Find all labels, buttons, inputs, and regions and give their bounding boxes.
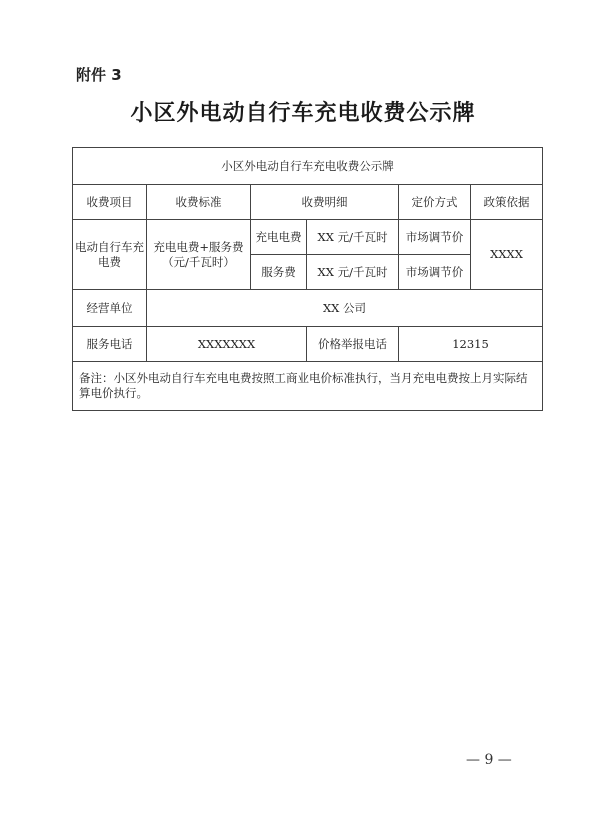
pricing-method-value: 市场调节价 [399, 255, 471, 290]
table-header-row [73, 185, 543, 220]
document-title: 小区外电动自行车充电收费公示牌 [130, 101, 476, 126]
operator-value: XX 公司 [147, 290, 543, 327]
pricing-method-value: 市场调节价 [399, 220, 471, 255]
operator-label: 经营单位 [73, 290, 147, 327]
header-fee-standard: 收费标准 [147, 185, 251, 220]
table-row [73, 327, 543, 362]
header-fee-detail: 收费明细 [251, 185, 399, 220]
table-row [73, 220, 543, 255]
header-policy-basis: 政策依据 [471, 185, 543, 220]
table-row [73, 290, 543, 327]
attachment-label: 附件 3 [76, 66, 122, 84]
table-caption: 小区外电动自行车充电收费公示牌 [73, 148, 543, 185]
fee-item-name: 电动自行车充电费 [73, 220, 147, 290]
table-note: 备注：小区外电动自行车充电电费按照工商业电价标准执行，当月充电电费按上月实际结算电价执行。 [73, 362, 543, 411]
service-tel-value: XXXXXXX [147, 327, 307, 362]
detail-price: XX 元/千瓦时 [307, 255, 399, 290]
service-tel-label: 服务电话 [73, 327, 147, 362]
fee-standard-value: 充电电费+服务费（元/千瓦时） [147, 220, 251, 290]
policy-basis-value: XXXX [471, 220, 543, 290]
detail-price: XX 元/千瓦时 [307, 220, 399, 255]
detail-name: 充电电费 [251, 220, 307, 255]
fee-notice-table [72, 147, 543, 411]
detail-name: 服务费 [251, 255, 307, 290]
report-tel-label: 价格举报电话 [307, 327, 399, 362]
header-fee-item: 收费项目 [73, 185, 147, 220]
table-caption-row [73, 148, 543, 185]
report-tel-value: 12315 [399, 327, 543, 362]
page-number: — 9 — [466, 752, 512, 768]
table-note-row [73, 362, 543, 411]
header-pricing-method: 定价方式 [399, 185, 471, 220]
